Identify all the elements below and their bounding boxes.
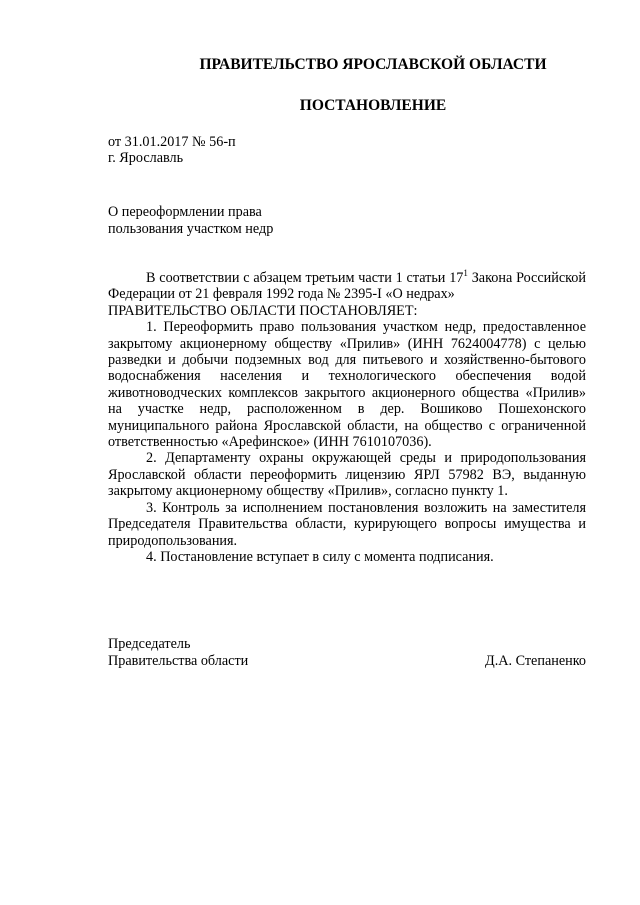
item-1: 1. Переоформить право пользования участком недр, предоставленное закрытому акционерному обществу «Прилив» (ИНН 7624004778) с целью разведки и добычи подземных вод для питьевого и хозяйственно-бытового водоснабжения населения и технологического обеспечения водой животноводческих комплексов закрытого акционерного общества «Прилив» на участке недр, расположенном в дер. Вошиково Пошехонского муниципального района Ярославской области, на общество с ограниченной ответственностью «Арефинское» (ИНН 7610107036). xyxy=(108,319,586,451)
signatory-title-line-2: Правительства области xyxy=(108,653,249,669)
signature-block xyxy=(108,636,586,670)
date-number: от 31.01.2017 № 56-п xyxy=(108,134,236,150)
city: г. Ярославль xyxy=(108,150,184,166)
document-authority: ПРАВИТЕЛЬСТВО ЯРОСЛАВСКОЙ ОБЛАСТИ xyxy=(199,56,547,73)
resolves-line: ПРАВИТЕЛЬСТВО ОБЛАСТИ ПОСТАНОВЛЯЕТ: xyxy=(108,302,418,319)
document-type: ПОСТАНОВЛЕНИЕ xyxy=(299,97,447,114)
preamble xyxy=(108,270,586,303)
subject-line-2: пользования участком недр xyxy=(108,221,274,237)
document-body xyxy=(108,270,586,565)
preamble-text-tail: Закона Российской Федерации от 21 февраля 1992 года № 2395-I «О недрах» xyxy=(108,270,586,303)
item-2: 2. Департаменту охраны окружающей среды и природопользования Ярославской области переоформить лицензию ЯРЛ 57982 ВЭ, выданную закрытому акционерному обществу «Прилив», согласно пункту 1. xyxy=(108,450,586,500)
subject-line-1: О переоформлении права xyxy=(108,204,262,220)
item-4: 4. Постановление вступает в силу с момента подписания. xyxy=(146,548,494,565)
preamble-superscript: 1 xyxy=(463,268,468,278)
signatory-title-line-1: Председатель xyxy=(108,636,191,652)
item-3: 3. Контроль за исполнением постановления возложить на заместителя Председателя Правительства области, курирующего вопросы имущества и природопользования. xyxy=(108,499,586,549)
preamble-text: В соответствии с абзацем третьим части 1 статьи 17 xyxy=(146,270,464,286)
signatory-name: Д.А. Степаненко xyxy=(485,653,586,669)
